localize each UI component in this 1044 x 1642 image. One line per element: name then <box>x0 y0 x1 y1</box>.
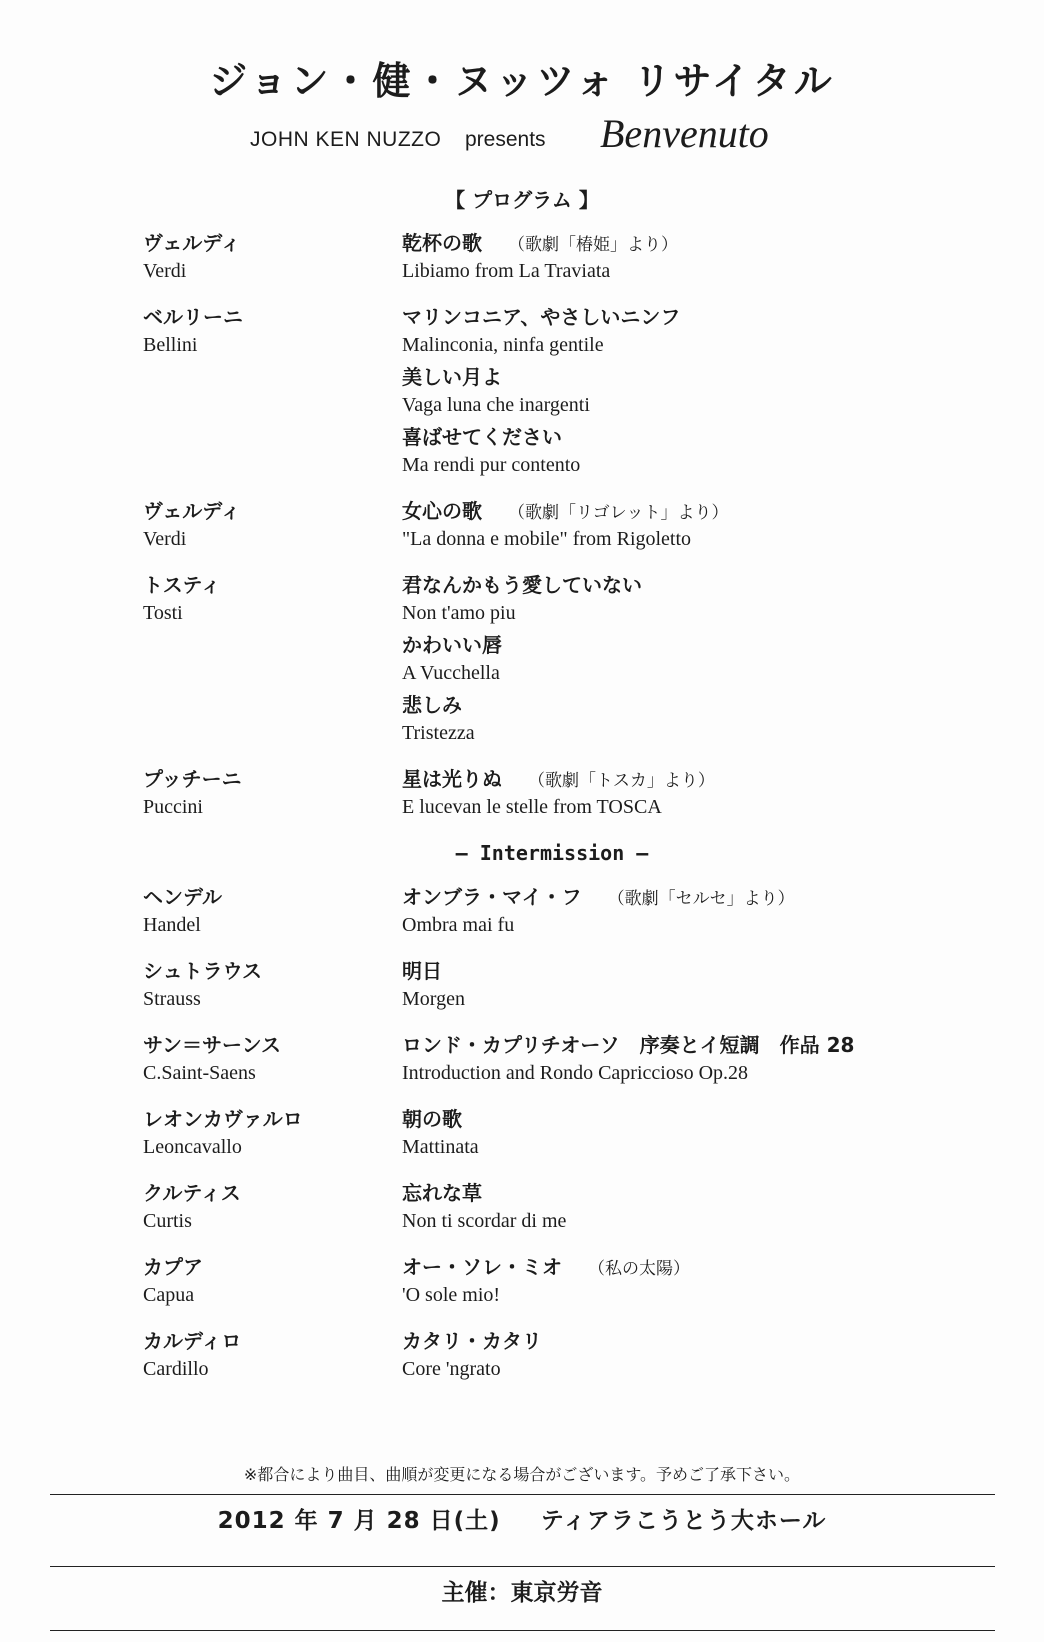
piece <box>402 630 1044 688</box>
piece-list <box>402 1326 1044 1386</box>
program-entry <box>0 764 1044 824</box>
piece-list <box>402 1030 1044 1090</box>
composer-name-ja: プッチーニ <box>143 767 242 791</box>
composer-name-en: Verdi <box>143 260 187 282</box>
composer <box>0 302 402 482</box>
composer <box>0 1252 402 1312</box>
presenter-name: JOHN KEN NUZZO <box>250 128 442 151</box>
composer <box>0 1178 402 1238</box>
composer-name-en: Leoncavallo <box>143 1136 242 1158</box>
composer <box>0 1326 402 1386</box>
composer-name-en: Curtis <box>143 1210 192 1232</box>
piece-title-ja <box>402 956 1044 986</box>
piece <box>402 228 1044 286</box>
piece-title-en: 'O sole mio! <box>402 1284 501 1306</box>
piece-title-ja <box>402 764 1044 794</box>
divider-bottom <box>50 1630 995 1631</box>
composer-name-ja: サン＝サーンス <box>143 1033 281 1057</box>
piece-title-en: Ombra mai fu <box>402 914 515 936</box>
composer-name-ja: ヘンデル <box>143 885 222 909</box>
program-heading: 【 プログラム 】 <box>445 188 599 212</box>
divider-top <box>50 1494 995 1495</box>
composer <box>0 228 402 288</box>
piece-title-ja-text: 君なんかもう愛していない <box>402 573 642 597</box>
piece-title-ja-text: 朝の歌 <box>402 1107 462 1131</box>
piece <box>402 570 1044 628</box>
composer <box>0 956 402 1016</box>
piece-title-ja <box>402 690 1044 720</box>
program-entry <box>0 1326 1044 1386</box>
composer-name-en: Capua <box>143 1284 195 1306</box>
piece-title-ja-text: 悲しみ <box>402 693 462 717</box>
piece <box>402 496 1044 554</box>
piece-title-en: Core 'ngrato <box>402 1358 501 1380</box>
piece-source-note: （歌劇「リゴレット」より） <box>508 503 729 523</box>
composer <box>0 1104 402 1164</box>
piece-title-en: Malinconia, ninfa gentile <box>402 334 604 356</box>
piece-list <box>402 1178 1044 1238</box>
program-entry <box>0 302 1044 482</box>
program-entry <box>0 1252 1044 1312</box>
piece-title-ja-text: 美しい月よ <box>402 365 502 389</box>
program-entry <box>0 496 1044 556</box>
piece <box>402 956 1044 1014</box>
piece-title-en: Tristezza <box>402 722 475 744</box>
program-entry <box>0 1104 1044 1164</box>
piece <box>402 1104 1044 1162</box>
disclaimer-note: ※都合により曲目、曲順が変更になる場合がございます。予めご了承下さい。 <box>243 1465 801 1484</box>
piece-title-ja-text: ロンド・カプリチオーソ 序奏とイ短調 作品 28 <box>402 1033 855 1057</box>
composer-name-en: Cardillo <box>143 1358 209 1380</box>
organizer: 主催：東京労音 <box>441 1580 603 1606</box>
piece-list <box>402 1252 1044 1312</box>
piece-list <box>402 1104 1044 1164</box>
piece-title-ja-text: 明日 <box>402 959 442 983</box>
composer-name-en: Bellini <box>143 334 198 356</box>
piece-title-en: Non ti scordar di me <box>402 1210 567 1232</box>
composer-name-en: Tosti <box>143 602 183 624</box>
composer <box>0 496 402 556</box>
composer-name-ja: レオンカヴァルロ <box>143 1107 303 1131</box>
piece <box>402 1178 1044 1236</box>
piece-title-en: E lucevan le stelle from TOSCA <box>402 796 662 818</box>
piece-title-en: Introduction and Rondo Capriccioso Op.28 <box>402 1062 749 1084</box>
composer-name-ja: ヴェルディ <box>143 499 241 523</box>
piece-list <box>402 302 1044 482</box>
piece-title-ja-text: 喜ばせてください <box>402 425 562 449</box>
composer-name-en: Handel <box>143 914 201 936</box>
program-entry <box>0 228 1044 288</box>
piece <box>402 422 1044 480</box>
piece-title-ja <box>402 1252 1044 1282</box>
piece-title-en: A Vucchella <box>402 662 500 684</box>
piece-title-en: Morgen <box>402 988 465 1010</box>
piece-title-ja <box>402 630 1044 660</box>
piece-title-en: Mattinata <box>402 1136 479 1158</box>
piece-title-ja-text: 忘れな草 <box>402 1181 482 1205</box>
piece-title-ja <box>402 1030 1044 1060</box>
piece-title-ja <box>402 496 1044 526</box>
piece-title-en: Non t'amo piu <box>402 602 516 624</box>
piece-list <box>402 764 1044 824</box>
program-list <box>0 228 1044 1400</box>
piece-title-ja <box>402 570 1044 600</box>
composer-name-en: Verdi <box>143 528 187 550</box>
piece <box>402 362 1044 420</box>
piece-list <box>402 496 1044 556</box>
piece <box>402 1030 1044 1088</box>
composer <box>0 764 402 824</box>
piece-title-en: "La donna e mobile" from Rigoletto <box>402 528 692 550</box>
program-entry <box>0 570 1044 750</box>
event-info <box>0 1502 1044 1535</box>
program-entry <box>0 1030 1044 1090</box>
piece-title-ja-text: 星は光りぬ <box>402 767 502 791</box>
piece-title-ja <box>402 302 1044 332</box>
composer-name-en: Strauss <box>143 988 201 1010</box>
piece-title-ja <box>402 1326 1044 1356</box>
piece-title-ja <box>402 228 1044 258</box>
presents-label: presents <box>465 128 546 151</box>
program-entry <box>0 882 1044 942</box>
piece <box>402 882 1044 940</box>
piece <box>402 302 1044 360</box>
show-title: Benvenuto <box>600 111 769 156</box>
piece-list <box>402 956 1044 1016</box>
piece-title-en: Vaga luna che inargenti <box>402 394 590 416</box>
piece-source-note: （歌劇「トスカ」より） <box>528 771 715 791</box>
program-part-2 <box>0 882 1044 1386</box>
composer-name-ja: カルディロ <box>143 1329 242 1353</box>
composer-name-ja: カプア <box>143 1255 203 1279</box>
piece-title-ja-text: かわいい唇 <box>402 633 502 657</box>
piece-title-en: Libiamo from La Traviata <box>402 260 611 282</box>
composer-name-ja: ヴェルディ <box>143 231 241 255</box>
composer-name-ja: シュトラウス <box>143 959 262 983</box>
piece-title-ja-text: 乾杯の歌 <box>402 231 482 255</box>
piece-title-ja-text: カタリ・カタリ <box>402 1329 542 1353</box>
piece-title-ja <box>402 362 1044 392</box>
piece-source-note: （私の太陽） <box>588 1259 690 1279</box>
composer <box>0 570 402 750</box>
piece-title-en: Ma rendi pur contento <box>402 454 581 476</box>
event-date: 2012 年 7 月 28 日(土) <box>217 1508 501 1534</box>
piece-title-ja <box>402 1178 1044 1208</box>
composer-name-en: C.Saint-Saens <box>143 1062 256 1084</box>
composer-name-ja: トスティ <box>143 573 221 597</box>
piece-title-ja <box>402 1104 1044 1134</box>
piece <box>402 1252 1044 1310</box>
piece-source-note: （歌劇「セルセ」より） <box>607 889 795 909</box>
piece-source-note: （歌劇「椿姫」より） <box>508 235 678 255</box>
program-entry <box>0 956 1044 1016</box>
composer-name-en: Puccini <box>143 796 203 818</box>
intermission-label: — Intermission — <box>455 841 649 865</box>
composer <box>0 1030 402 1090</box>
program-part-1 <box>0 228 1044 824</box>
piece-title-ja <box>402 422 1044 452</box>
piece-list <box>402 228 1044 288</box>
composer-name-ja: クルティス <box>143 1181 241 1205</box>
piece-title-ja-text: オー・ソレ・ミオ <box>402 1255 562 1279</box>
piece-list <box>402 882 1044 942</box>
composer-name-ja: ベルリーニ <box>143 305 243 329</box>
program-entry <box>0 1178 1044 1238</box>
piece-title-ja-text: オンブラ・マイ・フ <box>402 885 582 909</box>
piece <box>402 1326 1044 1384</box>
piece <box>402 690 1044 748</box>
piece <box>402 764 1044 822</box>
subtitle-row <box>0 110 1044 158</box>
event-venue: ティアラこうとう大ホール <box>540 1508 827 1534</box>
divider-middle <box>50 1566 995 1567</box>
piece-title-ja <box>402 882 1044 912</box>
piece-list <box>402 570 1044 750</box>
piece-title-ja-text: マリンコニア、やさしいニンフ <box>402 305 681 329</box>
composer <box>0 882 402 942</box>
recital-title: ジョン・健・ヌッツォ リサイタル <box>209 59 835 103</box>
piece-title-ja-text: 女心の歌 <box>402 499 482 523</box>
